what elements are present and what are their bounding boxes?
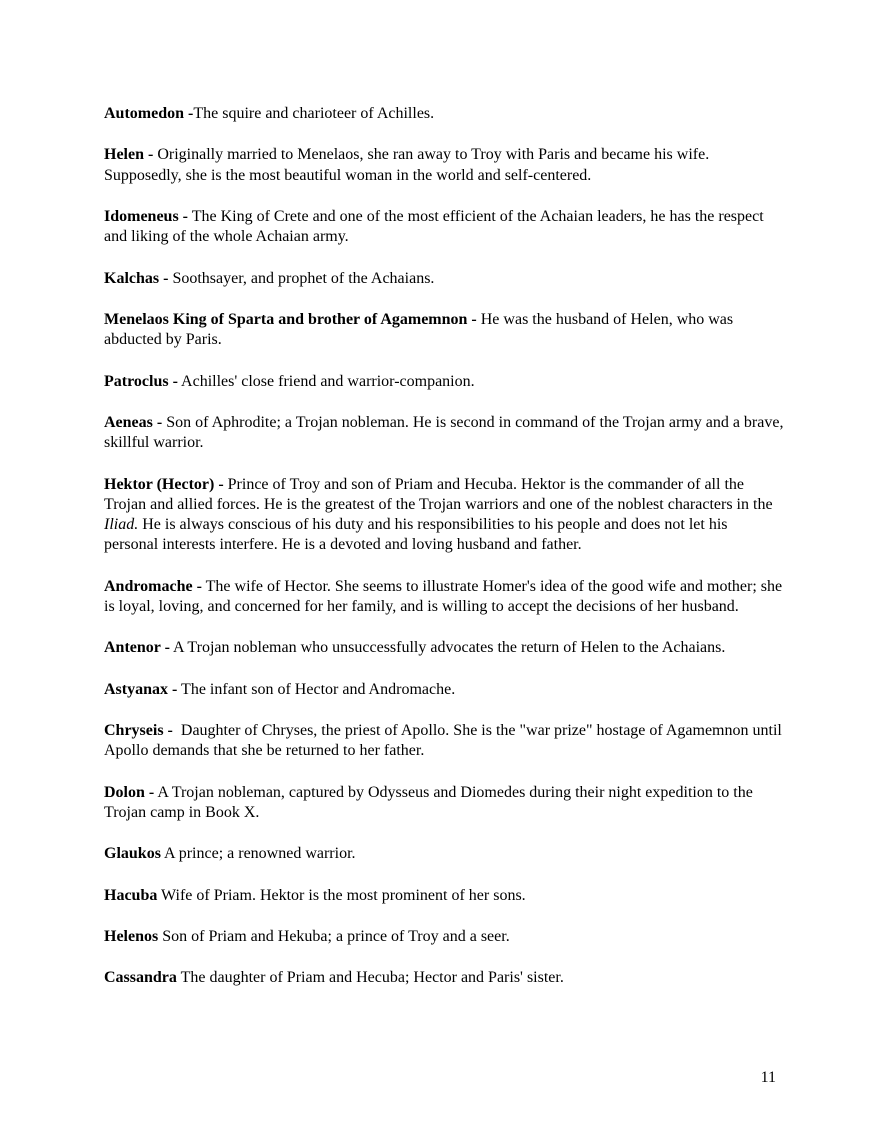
character-entry-astyanax — [104, 680, 784, 700]
character-description: A prince; a renowned warrior. — [160, 845, 356, 863]
character-name: Idomeneus - — [104, 207, 189, 225]
character-name: Helenos — [104, 927, 159, 945]
character-name: Astyanax - — [104, 680, 178, 698]
character-entry-hektor — [104, 475, 784, 556]
character-description: The King of Crete and one of the most efficient of the Achaian leaders, he has the respect and liking of the whole Achaian army. — [104, 207, 764, 246]
character-name: Kalchas - — [104, 269, 169, 287]
character-description: The daughter of Priam and Hecuba; Hector and Paris' sister. — [176, 969, 564, 987]
character-name: Menelaos King of Sparta and brother of Agamemnon - — [104, 310, 477, 328]
character-entry-aeneas — [104, 413, 784, 453]
character-description: Achilles' close friend and warrior-companion. — [177, 372, 475, 390]
character-entry-dolon — [104, 783, 784, 823]
character-description-continued: He is always conscious of his duty and his responsibilities to his people and does not let his personal interests interfere. He is a devoted and loving husband and father. — [104, 515, 728, 554]
character-description: A Trojan nobleman who unsuccessfully advocates the return of Helen to the Achaians. — [169, 639, 726, 657]
character-name: Antenor - — [104, 639, 170, 657]
character-description: The squire and charioteer of Achilles. — [193, 105, 435, 122]
character-description: The wife of Hector. She seems to illustrate Homer's idea of the good wife and mother; she is loyal, loving, and concerned for her family, and is willing to accept the decisions of her husband. — [104, 577, 783, 615]
character-name: Andromache - — [104, 577, 202, 595]
character-description: Son of Priam and Hekuba; a prince of Troy and a seer. — [158, 927, 510, 945]
character-description: Prince of Troy and son of Priam and Hecuba. Hektor is the commander of all the Trojan and allied forces. He is the greatest of the Trojan warriors and one of the noblest characters in the — [104, 475, 773, 513]
character-entry-andromache — [104, 577, 784, 617]
character-name: Dolon - — [104, 783, 155, 801]
character-name: Chryseis - — [104, 721, 173, 739]
character-entry-helen — [104, 145, 784, 185]
character-description: Daughter of Chryses, the priest of Apollo. She is the "war prize" hostage of Agamemnon until Apollo demands that she be returned to her father. — [104, 721, 785, 760]
character-entry-patroclus — [104, 372, 784, 392]
character-entry-antenor — [104, 638, 784, 658]
character-entry-kalchas — [104, 269, 784, 289]
character-entry-chryseis — [104, 721, 784, 761]
character-entry-cassandra — [104, 968, 784, 988]
character-entry-automedon — [104, 104, 784, 124]
character-name: Glaukos — [104, 845, 161, 863]
character-entry-idomeneus — [104, 207, 784, 247]
character-name: Hacuba — [104, 886, 158, 904]
character-entry-helenos — [104, 927, 784, 947]
character-name: Helen - — [104, 146, 154, 164]
character-description: The infant son of Hector and Andromache. — [177, 680, 456, 698]
character-description: Originally married to Menelaos, she ran away to Troy with Paris and became his wife. Supposedly, she is the most beautiful woman in the world and self-centered. — [104, 146, 710, 184]
character-entry-menelaos — [104, 310, 784, 350]
work-title: Iliad. — [104, 515, 139, 533]
character-name: Patroclus - — [104, 372, 178, 390]
character-description: He was the husband of Helen, who was abducted by Paris. — [104, 310, 734, 349]
character-name: Automedon - — [104, 105, 194, 122]
character-description: A Trojan nobleman, captured by Odysseus and Diomedes during their night expedition to the Trojan camp in Book X. — [104, 783, 753, 821]
page-number: 11 — [760, 1069, 776, 1086]
character-entry-hacuba — [104, 886, 784, 906]
character-description: Soothsayer, and prophet of the Achaians. — [168, 269, 435, 287]
character-description: Son of Aphrodite; a Trojan nobleman. He is second in command of the Trojan army and a brave, skillful warrior. — [104, 413, 784, 452]
character-name: Aeneas - — [104, 413, 163, 431]
character-description: Wife of Priam. Hektor is the most prominent of her sons. — [157, 886, 526, 904]
character-list — [104, 104, 784, 1010]
character-name: Cassandra — [104, 969, 177, 987]
character-entry-glaukos — [104, 844, 784, 864]
character-name: Hektor (Hector) - — [104, 475, 224, 493]
